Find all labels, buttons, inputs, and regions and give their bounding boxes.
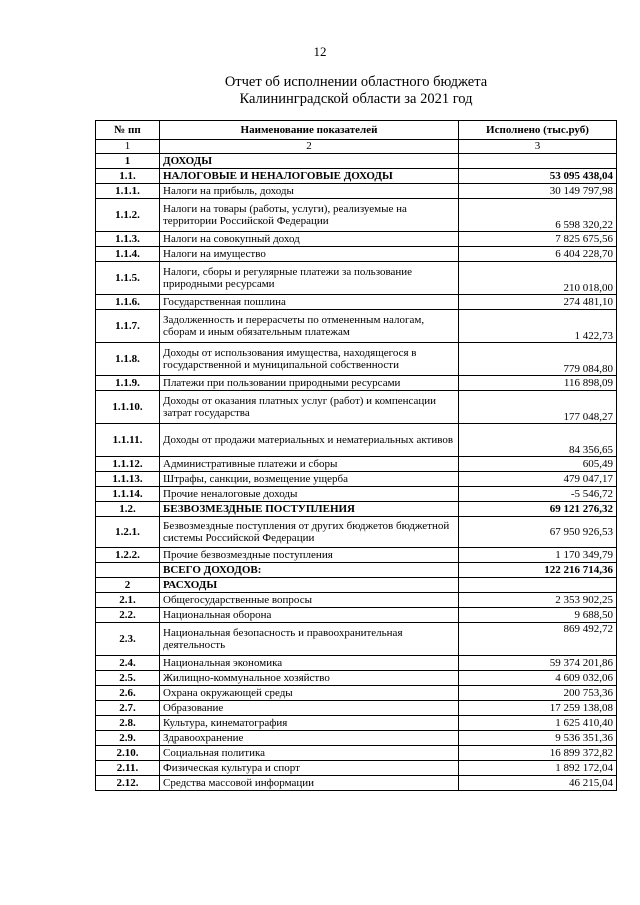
row-number: 1.1.7. [96,310,160,343]
row-amount: 605,49 [459,457,617,472]
row-name: Государственная пошлина [160,295,459,310]
row-number: 1 [96,154,160,169]
row-number: 2.7. [96,701,160,716]
row-name: БЕЗВОЗМЕЗДНЫЕ ПОСТУПЛЕНИЯ [160,502,459,517]
table-row [96,731,617,746]
row-name: Здравоохранение [160,731,459,746]
table-row [96,761,617,776]
row-amount: 16 899 372,82 [459,746,617,761]
budget-report-table [95,120,617,791]
row-name: Доходы от продажи материальных и нематериальных активов [160,424,459,457]
row-amount: 479 047,17 [459,472,617,487]
header-num: № пп [96,121,160,140]
row-name: Национальная безопасность и правоохранительная деятельность [160,623,459,656]
row-name: Штрафы, санкции, возмещение ущерба [160,472,459,487]
table-row [96,391,617,424]
row-number: 1.1.9. [96,376,160,391]
row-number: 2.1. [96,593,160,608]
row-number: 1.1.8. [96,343,160,376]
row-number: 1.1.6. [96,295,160,310]
table-row [96,593,617,608]
row-number: 2 [96,578,160,593]
row-number: 2.4. [96,656,160,671]
table-row [96,169,617,184]
row-amount: 67 950 926,53 [459,517,617,548]
table-row [96,232,617,247]
row-name: Административные платежи и сборы [160,457,459,472]
row-amount: 210 018,00 [459,262,617,295]
row-name: Национальная оборона [160,608,459,623]
row-name: ВСЕГО ДОХОДОВ: [160,563,459,578]
row-name: Платежи при пользовании природными ресурсами [160,376,459,391]
row-amount: 779 084,80 [459,343,617,376]
row-amount: 53 095 438,04 [459,169,617,184]
table-row [96,199,617,232]
row-amount: 30 149 797,98 [459,184,617,199]
row-amount: 869 492,72 [459,623,617,656]
row-amount: 200 753,36 [459,686,617,701]
row-number [96,563,160,578]
row-amount: 4 609 032,06 [459,671,617,686]
row-name: Доходы от оказания платных услуг (работ) и компенсации затрат государства [160,391,459,424]
table-row [96,517,617,548]
row-amount: 6 404 228,70 [459,247,617,262]
table-row [96,716,617,731]
table-row [96,608,617,623]
table-row [96,656,617,671]
table-row [96,686,617,701]
row-amount: 69 121 276,32 [459,502,617,517]
row-name: Физическая культура и спорт [160,761,459,776]
row-name: Налоги на имущество [160,247,459,262]
row-amount: 116 898,09 [459,376,617,391]
row-number: 2.5. [96,671,160,686]
table-row [96,578,617,593]
row-amount: 122 216 714,36 [459,563,617,578]
row-amount: 1 625 410,40 [459,716,617,731]
table-row [96,295,617,310]
row-amount: 6 598 320,22 [459,199,617,232]
table-row [96,487,617,502]
column-index-row [96,140,617,154]
table-row [96,247,617,262]
table-row [96,376,617,391]
header-name: Наименование показателей [160,121,459,140]
row-number: 1.1.10. [96,391,160,424]
row-amount: 177 048,27 [459,391,617,424]
row-number: 1.1.11. [96,424,160,457]
row-number: 2.2. [96,608,160,623]
row-amount: 46 215,04 [459,776,617,791]
report-title [0,74,640,108]
row-number: 2.10. [96,746,160,761]
table-row [96,184,617,199]
index-2: 2 [160,140,459,154]
index-1: 1 [96,140,160,154]
row-number: 1.2.2. [96,548,160,563]
row-name: Налоги на товары (работы, услуги), реализуемые на территории Российской Федерации [160,199,459,232]
row-name: Налоги на совокупный доход [160,232,459,247]
row-name: Национальная экономика [160,656,459,671]
row-amount: 2 353 902,25 [459,593,617,608]
row-amount: 84 356,65 [459,424,617,457]
row-amount: 1 170 349,79 [459,548,617,563]
table-row [96,424,617,457]
table-row [96,701,617,716]
row-name: Задолженность и перерасчеты по отмененным налогам, сборам и иным обязательным платежам [160,310,459,343]
table-row [96,262,617,295]
table-row [96,623,617,656]
table-row [96,154,617,169]
row-name: Средства массовой информации [160,776,459,791]
table-row [96,457,617,472]
row-name: Общегосударственные вопросы [160,593,459,608]
row-name: Жилищно-коммунальное хозяйство [160,671,459,686]
row-amount: 1 422,73 [459,310,617,343]
row-amount: 17 259 138,08 [459,701,617,716]
row-amount: 7 825 675,56 [459,232,617,247]
row-amount: 1 892 172,04 [459,761,617,776]
row-number: 1.1.3. [96,232,160,247]
table-row [96,343,617,376]
row-name: Прочие безвозмездные поступления [160,548,459,563]
row-number: 1.1.13. [96,472,160,487]
title-line-1: Отчет об исполнении областного бюджета [224,74,488,90]
row-number: 1.1.14. [96,487,160,502]
row-name: Культура, кинематография [160,716,459,731]
table-row [96,472,617,487]
page-number: 12 [313,44,327,59]
row-name: Налоги на прибыль, доходы [160,184,459,199]
row-amount: 9 688,50 [459,608,617,623]
row-name: Образование [160,701,459,716]
title-line-2: Калининградской области за 2021 год [239,91,473,107]
header-amount: Исполнено (тыс.руб) [459,121,617,140]
header-row [96,121,617,140]
row-amount: 9 536 351,36 [459,731,617,746]
row-number: 1.1.4. [96,247,160,262]
table-row [96,776,617,791]
row-amount: 274 481,10 [459,295,617,310]
row-amount [459,578,617,593]
table-row [96,746,617,761]
row-number: 1.1. [96,169,160,184]
table-row [96,563,617,578]
row-number: 2.9. [96,731,160,746]
row-name: Социальная политика [160,746,459,761]
row-name: Безвозмездные поступления от других бюджетов бюджетной системы Российской Федерации [160,517,459,548]
table-row [96,671,617,686]
table-row [96,548,617,563]
row-amount: -5 546,72 [459,487,617,502]
row-number: 1.1.1. [96,184,160,199]
row-name: Охрана окружающей среды [160,686,459,701]
row-name: Налоги, сборы и регулярные платежи за пользование природными ресурсами [160,262,459,295]
row-number: 2.3. [96,623,160,656]
table-row [96,502,617,517]
row-number: 1.1.5. [96,262,160,295]
row-number: 1.2.1. [96,517,160,548]
row-amount [459,154,617,169]
row-name: Прочие неналоговые доходы [160,487,459,502]
row-name: ДОХОДЫ [160,154,459,169]
row-number: 1.1.2. [96,199,160,232]
row-name: РАСХОДЫ [160,578,459,593]
row-name: НАЛОГОВЫЕ И НЕНАЛОГОВЫЕ ДОХОДЫ [160,169,459,184]
index-3: 3 [459,140,617,154]
row-amount: 59 374 201,86 [459,656,617,671]
row-number: 2.8. [96,716,160,731]
row-number: 2.12. [96,776,160,791]
row-number: 2.6. [96,686,160,701]
row-number: 2.11. [96,761,160,776]
row-number: 1.1.12. [96,457,160,472]
row-number: 1.2. [96,502,160,517]
table-row [96,310,617,343]
row-name: Доходы от использования имущества, находящегося в государственной и муниципальной собственности [160,343,459,376]
